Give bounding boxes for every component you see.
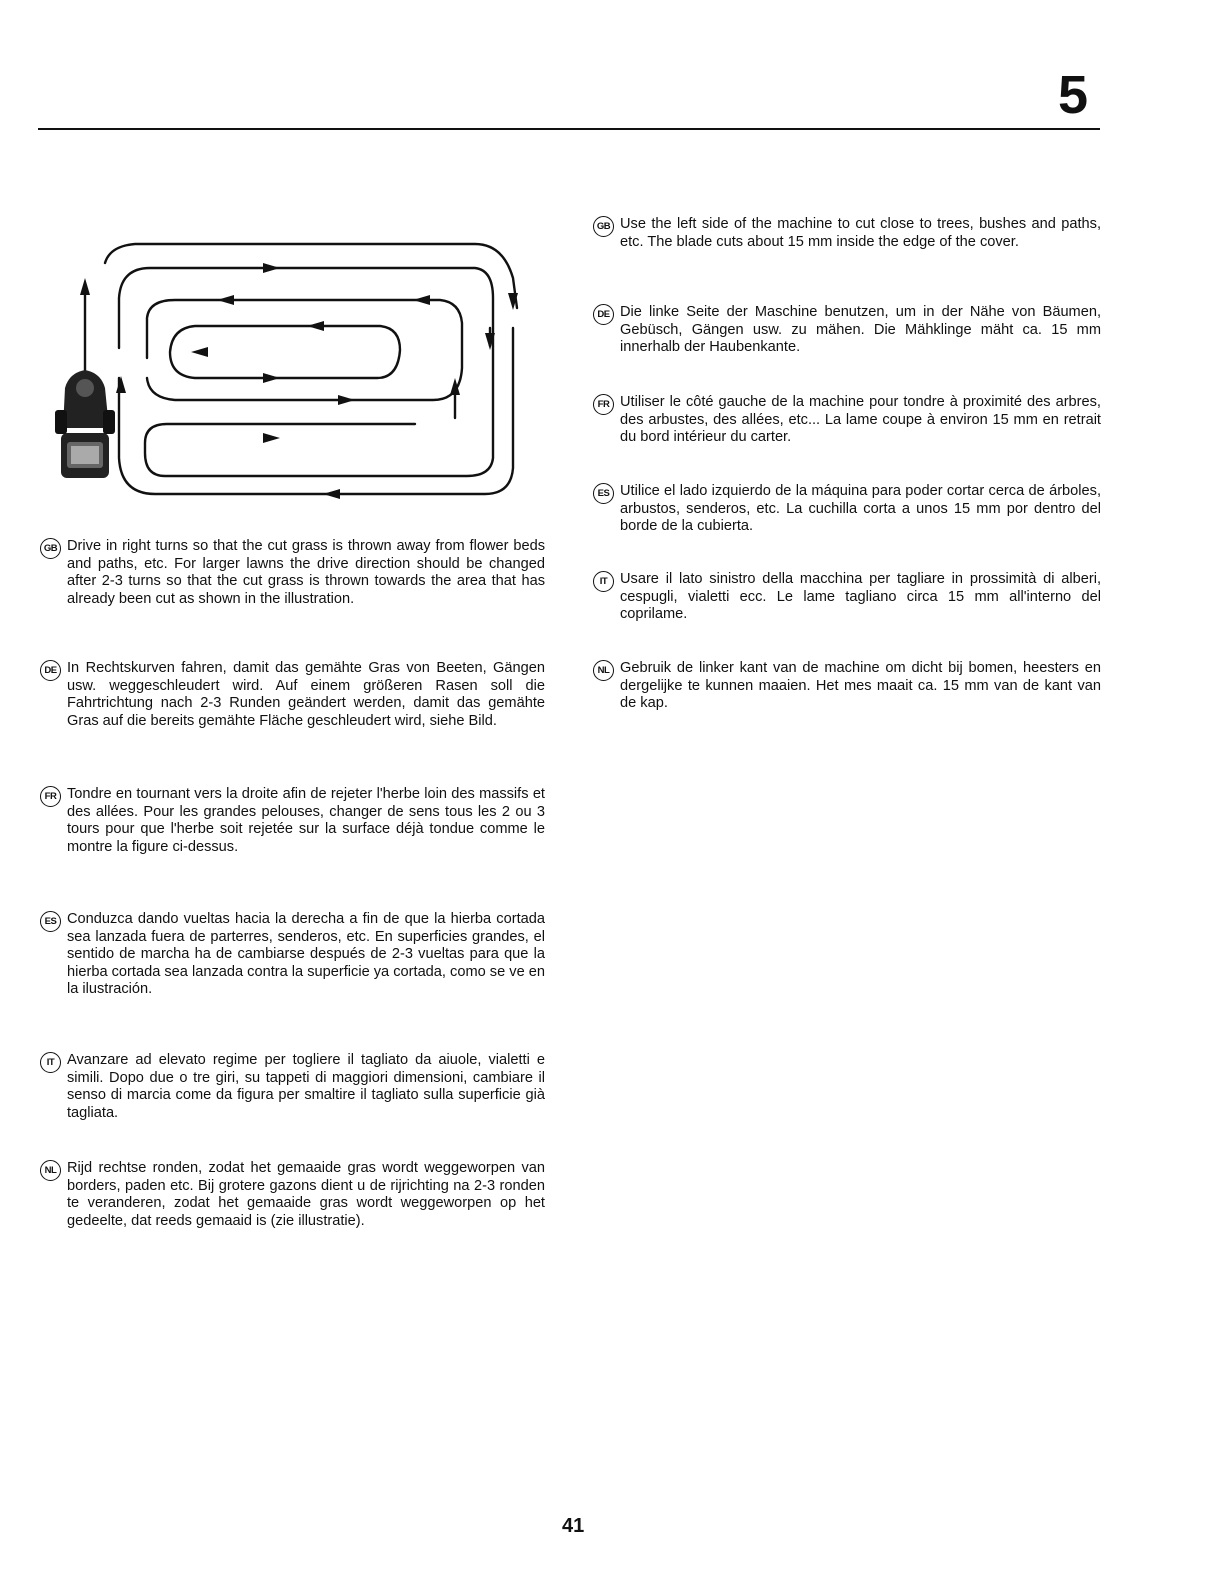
paragraph-text: Gebruik de linker kant van de machine om dicht bij bomen, heesters en dergelijke te kunnen maaien. Het mes maait ca. 15 mm van de kant van de kap. [620,660,1101,712]
left-para-es [40,911,545,999]
paragraph-text: Die linke Seite der Maschine benutzen, um in der Nähe von Bäumen, Gebüsch, Gängen usw. zu mähen. Die Mähklinge mäht ca. 15 mm innerhalb der Haubenkante. [620,304,1101,356]
arrow-left [307,321,324,331]
right-para-fr [593,394,1101,447]
right-para-de [593,304,1101,357]
left-para-fr [40,786,545,856]
language-badge-it-icon: IT [593,571,614,592]
tractor-icon [55,370,115,478]
paragraph-text: Rijd rechtse ronden, zodat het gemaaide gras wordt weggeworpen van borders, paden etc. Bij grotere gazons dient u de rijrichting na 2-3 ronden te veranderen, zodat het gemaaide gras wordt weggeworpen op het gedeelte, dat reeds gemaaid is (zie illustratie). [67,1160,545,1229]
paragraph-text: Utilice el lado izquierdo de la máquina para poder cortar cerca de árboles, arbustos, senderos, etc. La cuchilla corta a unos 15 mm por dentro del borde de la cubierta. [620,483,1101,535]
left-para-gb [40,538,545,608]
left-para-it [40,1052,545,1122]
right-para-nl [593,660,1101,713]
paragraph-text: Utiliser le côté gauche de la machine pour tondre à proximité des arbres, des arbustes, des allées, etc... La lame coupe à environ 15 mm en retrait du bord intérieur du carter. [620,394,1101,446]
language-badge-gb-icon: GB [593,216,614,237]
left-para-nl [40,1160,545,1230]
paragraph-text: Conduzca dando vueltas hacia la derecha a fin de que la hierba cortada sea lanzada fuera de parterres, senderos, etc. En superficies grandes, el sentido de marcha ha de cambiarse después de 2-3 vueltas para que la hierba cortada sea lanzada contra la superficie ya cortada, como se ve en la ilustración. [67,911,545,998]
right-para-es [593,483,1101,536]
arrow-right [263,433,280,443]
language-badge-fr-icon: FR [40,786,61,807]
language-badge-de-icon: DE [40,660,61,681]
mowing-path-outer [105,244,517,308]
paragraph-text: Drive in right turns so that the cut grass is thrown away from flower beds and paths, etc. For larger lawns the drive direction should be changed after 2-3 turns so that the cut grass is thrown towards the area that has already been cut as shown in the illustration. [67,538,545,607]
arrow-right [338,395,355,405]
language-badge-nl-icon: NL [40,1160,61,1181]
arrow-left [413,295,430,305]
paragraph-text: Usare il lato sinistro della macchina per tagliare in prossimità di alberi, cespugli, vialetti ecc. Le lame tagliano circa 15 mm all'interno del coprilame. [620,571,1101,623]
paragraph-text: Avanzare ad elevato regime per togliere il tagliato da aiuole, vialetti e simili. Dopo due o tre giri, su tappeti di maggiori dimensioni, cambiare il senso di marcia come da figura per smaltire il tagliato sulla superficie già tagliata. [67,1052,545,1121]
arrow-left [217,295,234,305]
right-para-it [593,571,1101,624]
right-para-gb [593,216,1101,251]
language-badge-it-icon: IT [40,1052,61,1073]
chapter-number: 5 [1058,65,1089,125]
language-badge-de-icon: DE [593,304,614,325]
arrow-left [191,347,208,357]
page-number: 41 [562,1515,585,1537]
paragraph-text: In Rechtskurven fahren, damit das gemähte Gras von Beeten, Gängen usw. weggeschleudert wird. Auf einem größeren Rasen soll die Fahrtrichtung nach 2-3 Runden geändert werden, damit das gemähte Gras auf die bereits gemähte Fläche geschleudert wird, siehe Bild. [67,660,545,729]
language-badge-nl-icon: NL [593,660,614,681]
header-rule [38,128,1100,130]
paragraph-text: Tondre en tournant vers la droite afin de rejeter l'herbe loin des massifs et des allées. Pour les grandes pelouses, changer de sens tous les 2 ou 3 tours pour que l'herbe soit rejetée sur la surface déjà tondue comme le montre la figure ci-dessus. [67,786,545,855]
arrow-left [323,489,340,499]
language-badge-fr-icon: FR [593,394,614,415]
arrow-up [80,278,90,295]
language-badge-es-icon: ES [593,483,614,504]
mowing-pattern-diagram [55,228,535,500]
language-badge-gb-icon: GB [40,538,61,559]
language-badge-es-icon: ES [40,911,61,932]
paragraph-text: Use the left side of the machine to cut close to trees, bushes and paths, etc. The blade cuts about 15 mm inside the edge of the cover. [620,216,1101,250]
arrow-up [116,376,126,393]
arrow-right [263,263,280,273]
left-para-de [40,660,545,730]
mowing-path-third [147,300,462,400]
arrow-right [263,373,280,383]
